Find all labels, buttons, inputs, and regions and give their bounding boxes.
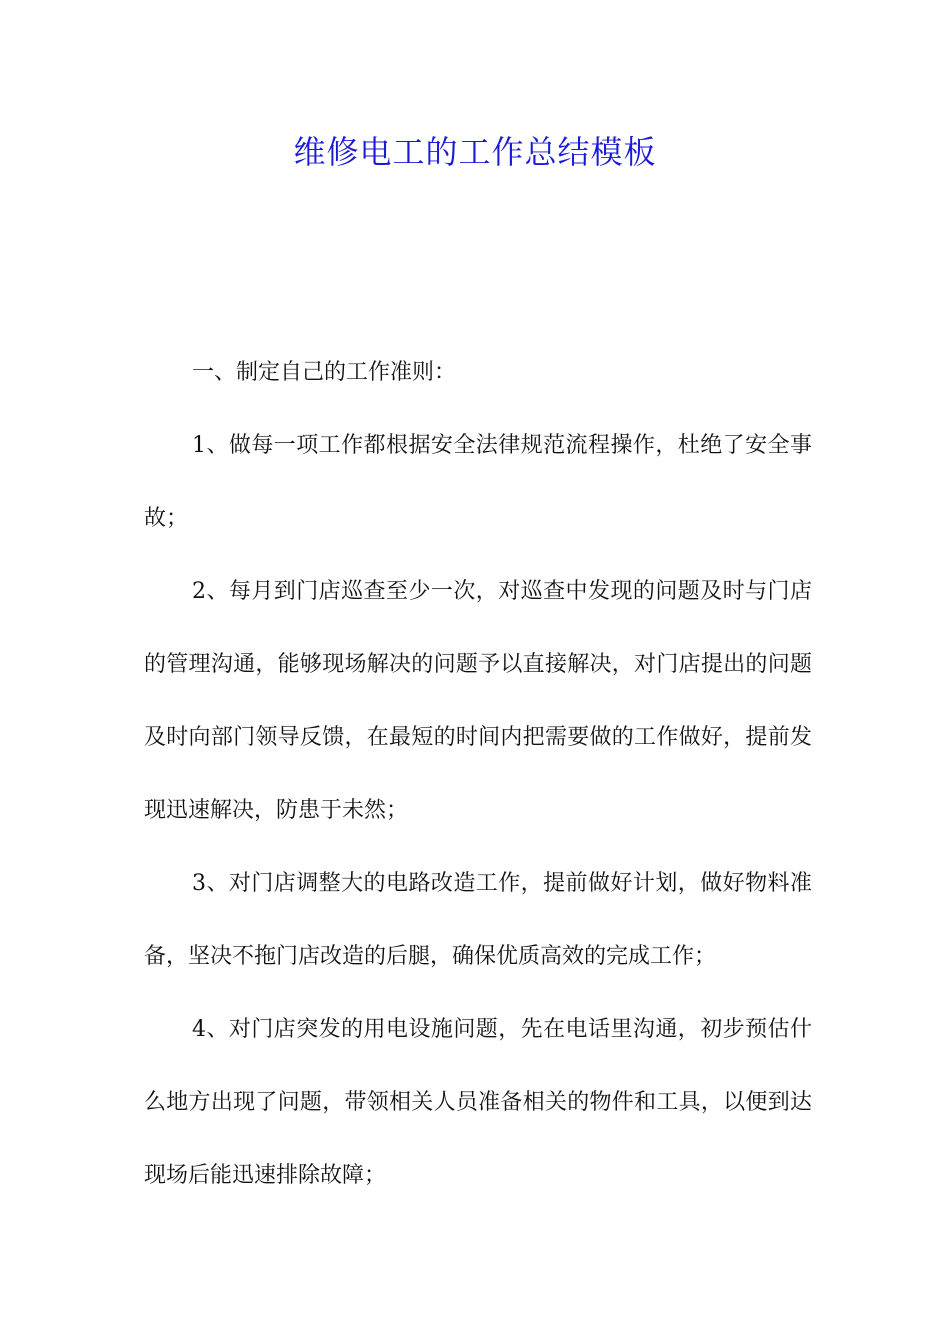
- paragraph-item-1: 1、做每一项工作都根据安全法律规范流程操作，杜绝了安全事故；: [144, 433, 812, 531]
- paragraph-item-4: 4、对门店突发的用电设施问题，先在电话里沟通，初步预估什么地方出现了问题，带领相关人员准备相关的物件和工具，以便到达现场后能迅速排除故障；: [144, 1017, 812, 1188]
- document-title: 维修电工的工作总结模板: [293, 133, 657, 171]
- paragraph-item-3: 3、对门店调整大的电路改造工作，提前做好计划，做好物料准备，坚决不拖门店改造的后腿，确保优质高效的完成工作；: [144, 871, 812, 969]
- paragraph-item-2: 2、每月到门店巡查至少一次，对巡查中发现的问题及时与门店的管理沟通，能够现场解决的问题予以直接解决，对门店提出的问题及时向部门领导反馈，在最短的时间内把需要做的工作做好，提前发现迅速解决，防患于未然；: [144, 579, 812, 823]
- document-body: [144, 336, 812, 1212]
- paragraph-section-heading: 一、制定自己的工作准则：: [192, 360, 457, 385]
